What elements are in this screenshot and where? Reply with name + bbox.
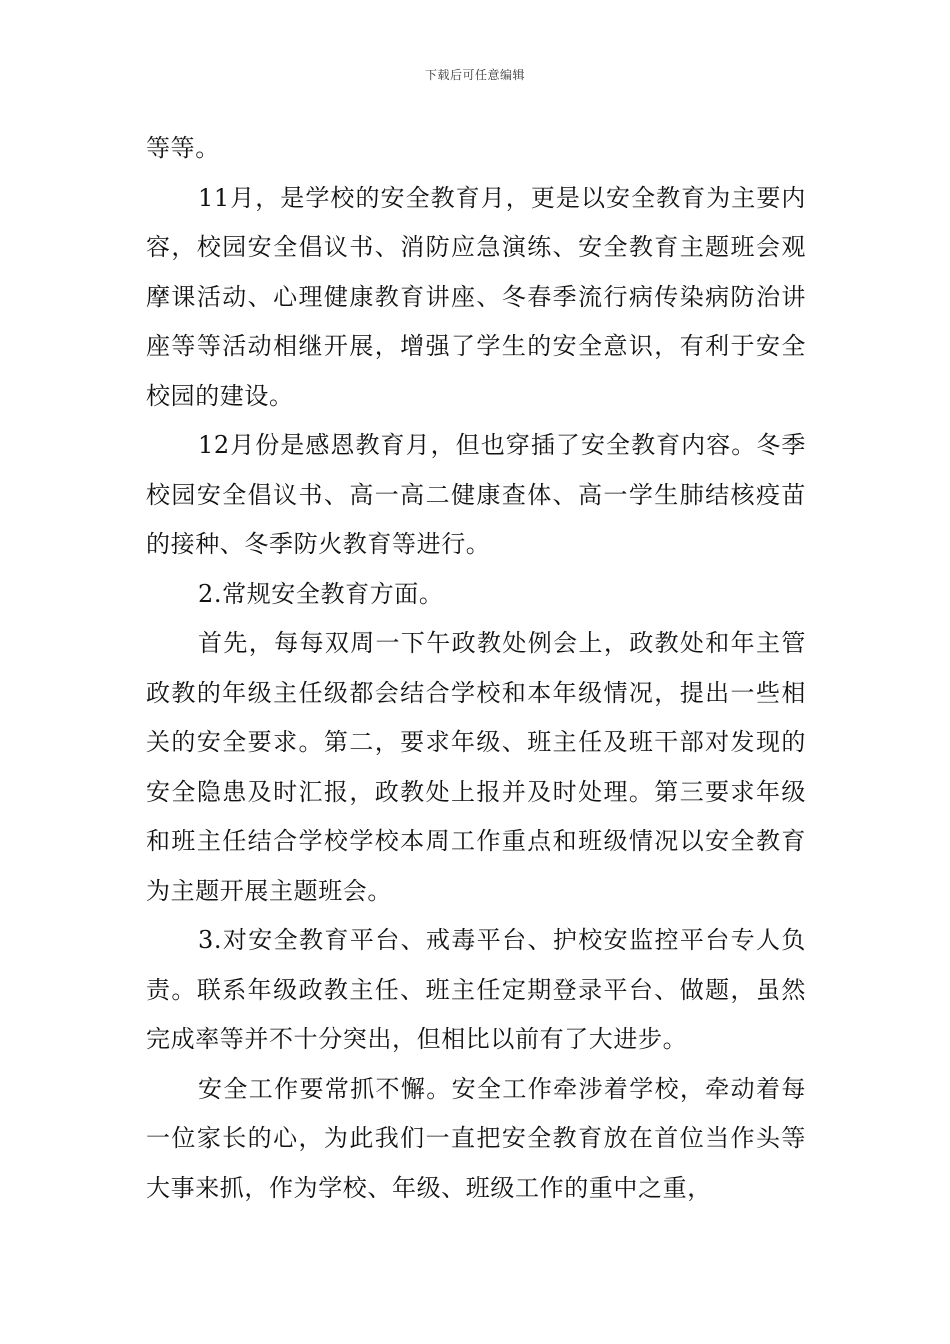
paragraph-platforms: 3.对安全教育平台、戒毒平台、护校安监控平台专人负责。联系年级政教主任、班主任定期登录平台、做题，虽然完成率等并不十分突出，但相比以前有了大进步。 [146, 926, 806, 1053]
paragraph-november: 11月，是学校的安全教育月，更是以安全教育为主要内容，校园安全倡议书、消防应急演练、安全教育主题班会观摩课活动、心理健康教育讲座、冬春季流行病传染病防治讲座等等活动相继开展，增强了学生的安全意识，有利于安全校园的建设。 [146, 183, 806, 410]
section-heading-routine-safety: 2.常规安全教育方面。 [198, 579, 444, 608]
paragraph-continuation: 等等。 [146, 134, 220, 162]
paragraph-ongoing-safety: 安全工作要常抓不懈。安全工作牵涉着学校，牵动着每一位家长的心，为此我们一直把安全教育放在首位当作头等大事来抓，作为学校、年级、班级工作的重中之重， [146, 1074, 806, 1202]
paragraph-routine-requirements: 首先，每每双周一下午政教处例会上，政教处和年主管政教的年级主任级都会结合学校和本年级情况，提出一些相关的安全要求。第二，要求年级、班主任及班干部对发现的安全隐患及时汇报，政教处上报并及时处理。第三要求年级和班主任结合学校学校本周工作重点和班级情况以安全教育为主题开展主题班会。 [146, 629, 806, 905]
document-body [146, 124, 806, 1213]
paragraph-december: 12月份是感恩教育月，但也穿插了安全教育内容。冬季校园安全倡议书、高一高二健康查体、高一学生肺结核疫苗的接种、冬季防火教育等进行。 [146, 431, 806, 558]
page-header-note: 下载后可任意编辑 [424, 68, 525, 82]
